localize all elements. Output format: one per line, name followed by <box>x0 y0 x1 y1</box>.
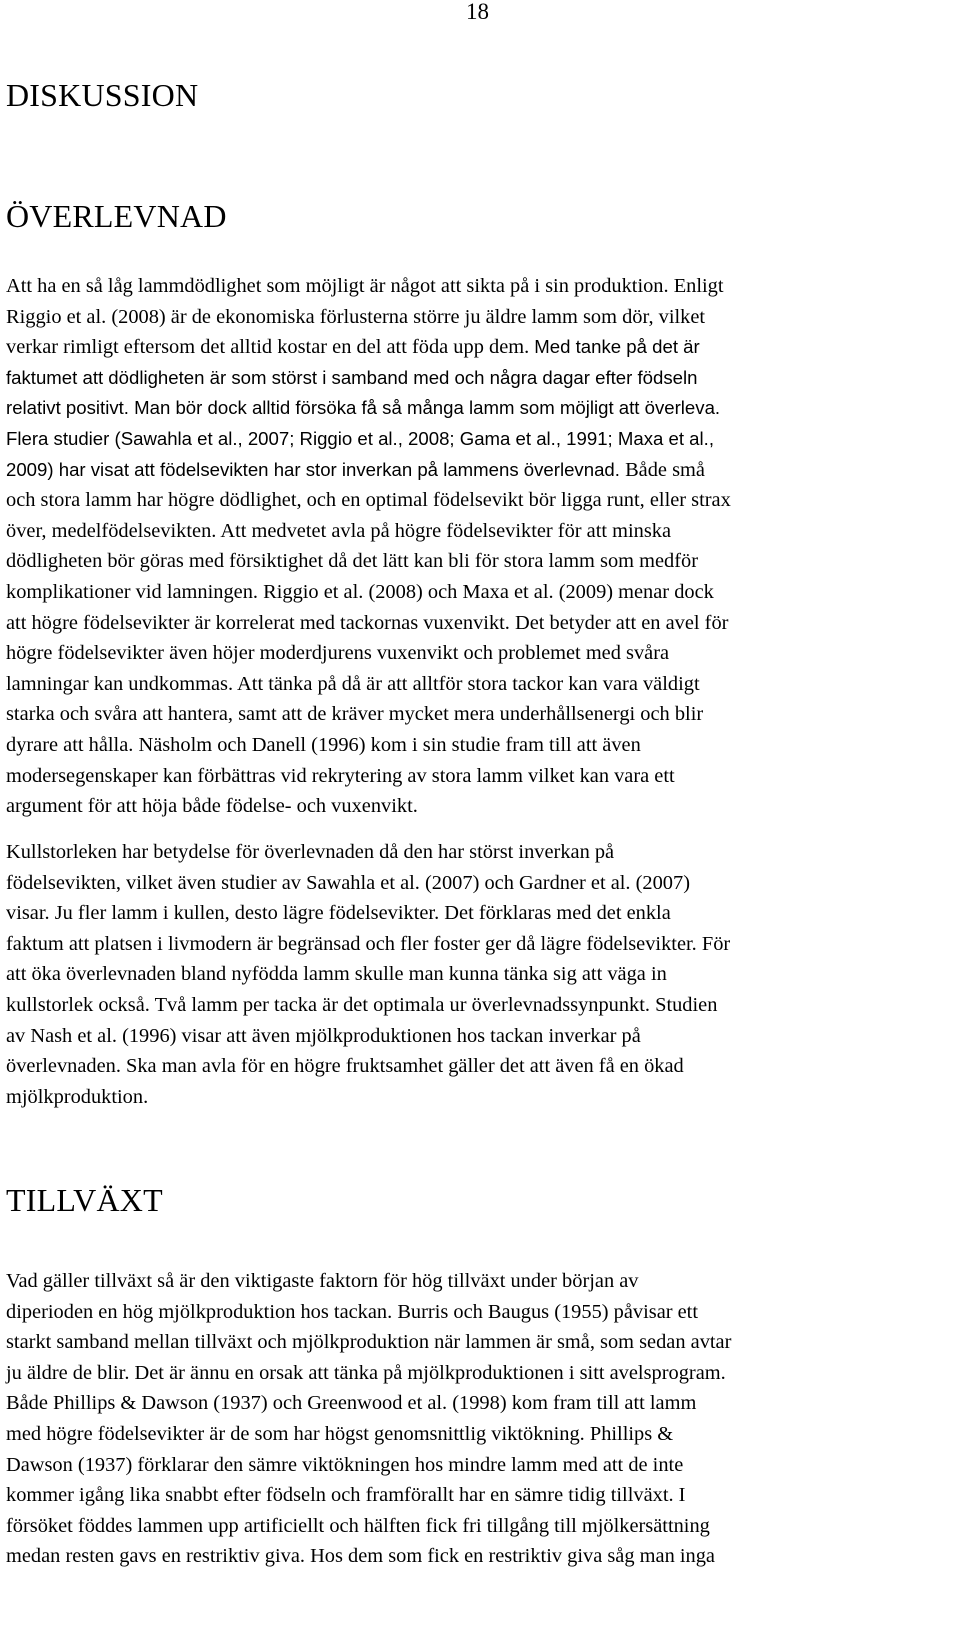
text-line <box>6 730 960 761</box>
text-segment: överlevnaden. Ska man avla för en högre fruktsamhet gäller det att även få en ökad <box>6 1055 684 1078</box>
text-line <box>6 1511 960 1542</box>
text-segment: faktum att platsen i livmodern är begränsad och fler foster ger då lägre födelsevikter. För <box>6 932 731 955</box>
text-line <box>6 546 960 577</box>
text-segment: kullstorlek också. Två lamm per tacka är det optimala ur överlevnadssynpunkt. Studien <box>6 993 718 1016</box>
text-line <box>6 837 960 868</box>
text-line <box>6 424 960 455</box>
section-heading-diskussion: DISKUSSION <box>6 77 199 113</box>
text-segment: diperioden en hög mjölkproduktion hos tackan. Burris och Baugus (1955) påvisar ett <box>6 1300 699 1323</box>
text-line <box>6 455 960 486</box>
text-segment: högre födelsevikter även höjer moderdjurens vuxenvikt och problemet med svåra <box>6 642 670 665</box>
text-segment: att öka överlevnaden bland nyfödda lamm skulle man kunna tänka sig att väga in <box>6 963 667 986</box>
text-line <box>6 516 960 547</box>
text-line <box>6 1358 960 1389</box>
text-segment: modersegenskaper kan förbättras vid rekrytering av stora lamm vilket kan vara ett <box>6 764 675 787</box>
text-segment: över, medelfödelsevikten. Att medvetet avla på högre födelsevikter för att minska <box>6 519 672 542</box>
text-segment: Flera studier (Sawahla et al., 2007; Riggio et al., 2008; Gama et al., 1991; Maxa et al., <box>6 427 714 449</box>
text-segment: födelsevikten, vilket även studier av Sawahla et al. (2007) och Gardner et al. (2007) <box>6 871 690 894</box>
section-heading-overlevnad: ÖVERLEVNAD <box>6 198 227 234</box>
page-number: 18 <box>466 0 489 24</box>
text-line <box>6 363 960 394</box>
text-segment: Både Phillips & Dawson (1937) och Greenwood et al. (1998) kom fram till att lamm <box>6 1392 697 1415</box>
text-line <box>6 868 960 899</box>
text-segment: Vad gäller tillväxt så är den viktigaste faktorn för hög tillväxt under början av <box>6 1270 639 1292</box>
text-segment: Kullstorleken har betydelse för överlevnaden då den har störst inverkan på <box>6 841 615 863</box>
text-line <box>6 699 960 730</box>
text-line <box>6 1021 960 1052</box>
text-line <box>6 302 960 333</box>
text-line <box>6 608 960 639</box>
text-segment: faktumet att dödligheten är som störst i samband med och några dagar efter födseln <box>6 366 698 388</box>
text-segment: med högre födelsevikter är de som har högst genomsnittlig viktökning. Phillips & <box>6 1422 674 1445</box>
text-line <box>6 1541 960 1572</box>
text-segment: starkt samband mellan tillväxt och mjölkproduktion när lammen är små, som sedan avtar <box>6 1331 732 1354</box>
text-segment: och stora lamm har högre dödlighet, och en optimal födelsevikt bör ligga runt, eller strax <box>6 489 731 512</box>
text-segment: dödligheten bör göras med försiktighet då det lätt kan bli för stora lamm som medför <box>6 550 698 573</box>
text-line <box>6 990 960 1021</box>
text-line <box>6 929 960 960</box>
text-segment: medan resten gavs en restriktiv giva. Hos dem som fick en restriktiv giva såg man inga <box>6 1545 715 1568</box>
paragraph-overlevnad-2 <box>6 837 960 1112</box>
text-segment: dyrare att hålla. Näsholm och Danell (1996) kom i sin studie fram till att även <box>6 733 641 756</box>
text-segment: Att ha en så låg lammdödlighet som möjligt är något att sikta på i sin produktion. Enligt <box>6 275 724 297</box>
text-line <box>6 332 960 363</box>
text-segment: komplikationer vid lamningen. Riggio et al. (2008) och Maxa et al. (2009) menar dock <box>6 580 714 603</box>
text-line <box>6 959 960 990</box>
text-line <box>6 1388 960 1419</box>
text-line <box>6 485 960 516</box>
text-segment: relativt positivt. Man bör dock alltid försöka få så många lamm som möjligt att överleva. <box>6 397 721 419</box>
text-segment: av Nash et al. (1996) visar att även mjölkproduktionen hos tackan inverkar på <box>6 1024 641 1047</box>
text-line <box>6 1419 960 1450</box>
paragraph-tillvaxt-1 <box>6 1266 960 1572</box>
text-segment: Dawson (1937) förklarar den sämre viktökningen hos mindre lamm med att de inte <box>6 1453 684 1476</box>
text-line <box>6 898 960 929</box>
text-line <box>6 761 960 792</box>
text-line <box>6 669 960 700</box>
text-line <box>6 1051 960 1082</box>
text-segment: försöket föddes lammen upp artificiellt och hälften fick fri tillgång till mjölkersättning <box>6 1514 710 1537</box>
text-line <box>6 1480 960 1511</box>
text-segment: Med tanke på det är <box>534 336 700 358</box>
text-line <box>6 577 960 608</box>
text-line <box>6 1266 960 1297</box>
text-segment: mjölkproduktion. <box>6 1085 149 1108</box>
text-line <box>6 791 960 822</box>
text-segment: argument för att höja både födelse- och vuxenvikt. <box>6 795 418 818</box>
text-segment: att högre födelsevikter är korrelerat med tackornas vuxenvikt. Det betyder att en avel för <box>6 611 729 634</box>
text-line <box>6 1082 960 1113</box>
text-segment: Riggio et al. (2008) är de ekonomiska förlusterna större ju äldre lamm som dör, vilket <box>6 305 706 328</box>
text-segment: kommer igång lika snabbt efter födseln och framförallt har en sämre tidig tillväxt. I <box>6 1484 686 1507</box>
text-line <box>6 1297 960 1328</box>
text-segment: 2009) har visat att födelsevikten har stor inverkan på lammens överlevnad. <box>6 458 626 480</box>
text-segment: lamningar kan undkommas. Att tänka på då är att alltför stora tackor kan vara väldigt <box>6 672 700 695</box>
text-segment: visar. Ju fler lamm i kullen, desto lägre födelsevikter. Det förklaras med det enkla <box>6 902 671 925</box>
text-segment: Både små <box>625 458 705 481</box>
paragraph-overlevnad-1 <box>6 271 960 822</box>
text-segment: ju äldre de blir. Det är ännu en orsak att tänka på mjölkproduktionen i sitt avelsprogram. <box>6 1361 726 1384</box>
section-heading-tillvaxt: TILLVÄXT <box>6 1182 163 1218</box>
text-segment: verkar rimligt eftersom det alltid kostar en del att föda upp dem. <box>6 336 535 359</box>
text-line <box>6 271 960 302</box>
text-segment: starka och svåra att hantera, samt att de kräver mycket mera underhållsenergi och blir <box>6 703 704 726</box>
text-line <box>6 393 960 424</box>
text-line <box>6 1327 960 1358</box>
text-line <box>6 638 960 669</box>
text-line <box>6 1450 960 1481</box>
